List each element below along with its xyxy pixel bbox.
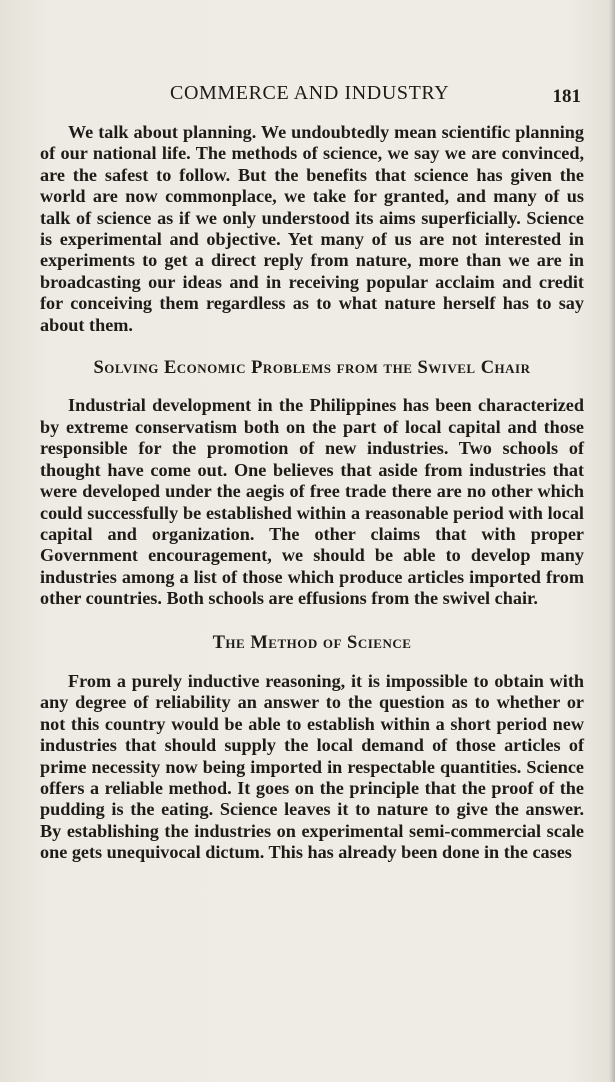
page-header [40,82,585,112]
section-heading-method-of-science: The Method of Science [212,632,412,653]
running-head: COMMERCE AND INDUSTRY [170,82,450,104]
paragraph-planning: We talk about planning. We undoubtedly mean scientific planning of our national life. The methods of science, we say we are convinced, are the safest to follow. But the benefits that science has given the world are now commonplace, we take for granted, and many of us talk of science as if we only understood its aims superficially. Science is experimental and objective. Yet many of us are not interested in experiments to get a direct reply from nature, more than we are in broadcasting our ideas and in receiving popular acclaim and credit for conceiving them regardless as to what nature herself has to say about them. [40,122,584,335]
page-number: 181 [552,86,581,107]
page-body [40,122,584,864]
paragraph-inductive-reasoning: From a purely inductive reasoning, it is impossible to obtain with any degree of reliability an answer to the question as to whether or not this country would be able to establish within a short period new industries that should supply the local demand of those articles of prime necessity now being imported in respectable quantities. Science offers a reliable method. It goes on the principle that the proof of the pudding is the eating. Science leaves it to nature to give the answer. By establishing the industries on experimental semi-commercial scale one gets unequivocal dictum. This has already been done in the cases [40,670,584,863]
page-edge-shadow [609,0,615,1082]
section-heading-swivel-chair: Solving Economic Problems from the Swivel Chair [93,358,531,379]
paragraph-industrial-development: Industrial development in the Philippines has been characterized by extreme conservatism both on the part of local capital and those responsible for the promotion of new industries. Two schools of thought have come out. One believes that aside from industries that were developed under the aegis of free trade there are no other which could successfully be established within a reasonable period with local capital and organization. The other claims that with proper Government encouragement, we should be able to develop many industries among a list of those which produce articles imported from other countries. Both schools are effusions from the swivel chair. [40,395,584,609]
